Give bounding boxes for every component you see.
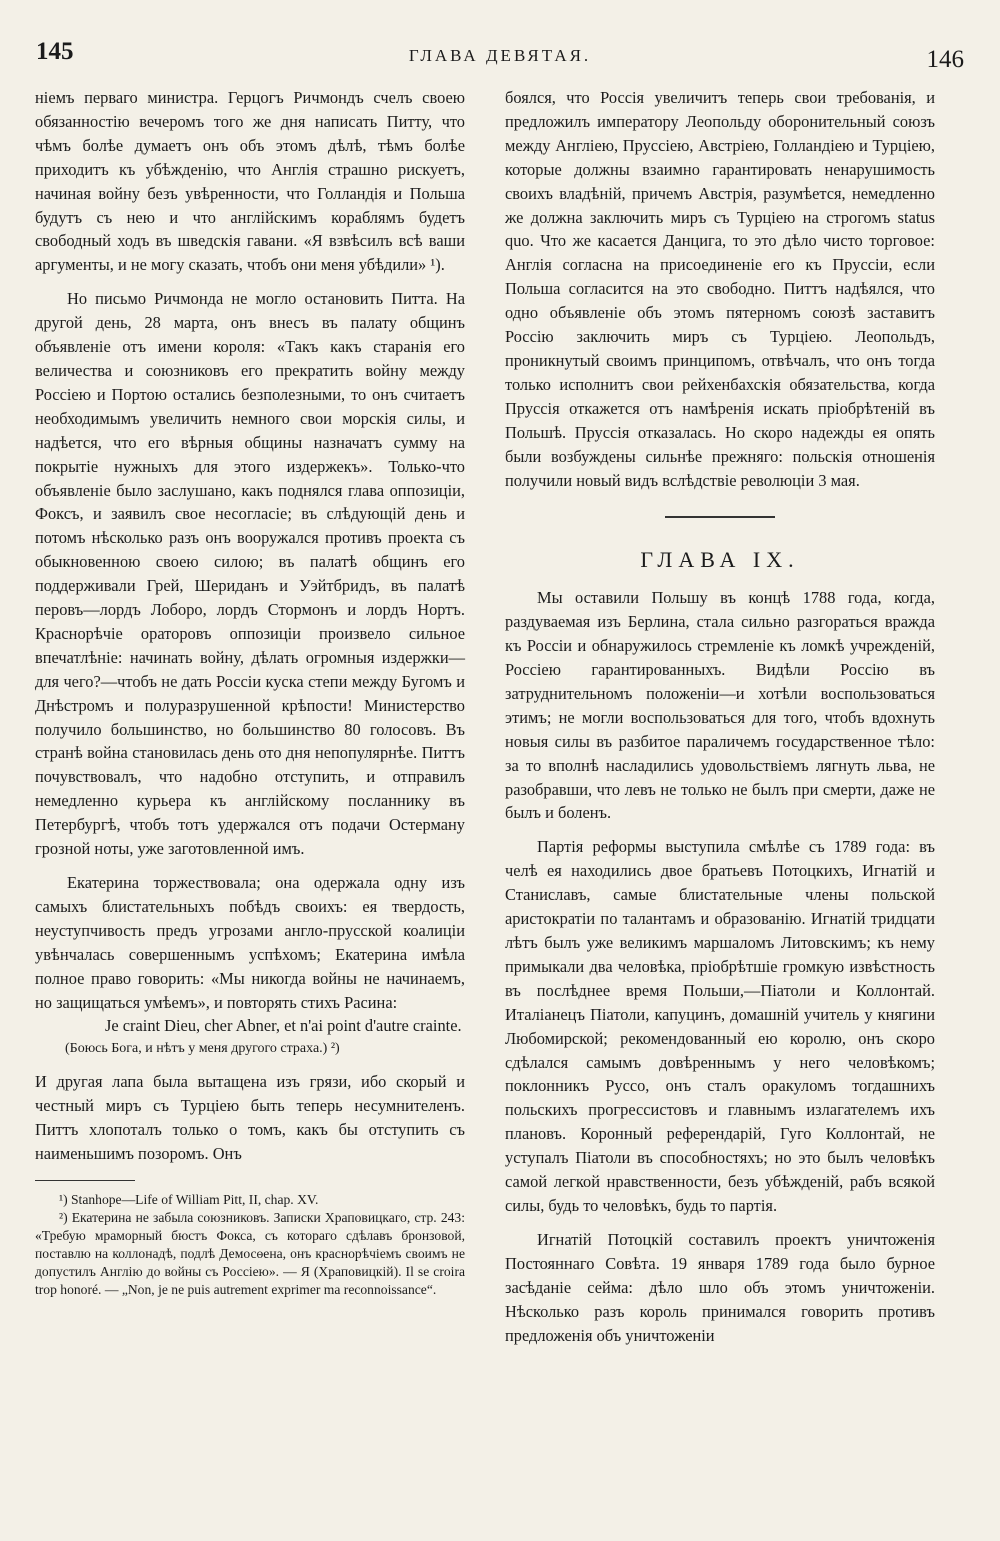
paragraph: Екатерина торжествовала; она одержала одну изъ самыхъ блистательныхъ побѣдъ своихъ: ея твердость, неуступчивость предъ угрозами англо-прусской коалиціи увѣнчалась совершеннымъ успѣхомъ; Екатерина имѣла полное право говорить: «Мы никогда войны не начинаемъ, но защищаться умѣемъ», и повторять стихъ Расина: [35, 873, 465, 1012]
verse-quote [35, 1014, 465, 1060]
section-divider [665, 516, 775, 518]
paragraph: боялся, что Россія увеличитъ теперь свои требованія, и предложилъ императору Леопольду оборонительный союзъ между Англіею, Пруссіею, Австріею, Голландіею и Турціею, которые должны взаимно гарантировать ненарушимость своихъ владѣній, причемъ Австрія, разумѣется, немедленно же должна заключить миръ съ Турціею на строгомъ status quo. Что же касается Данцига, то это дѣло чисто торговое: Англія согласна на присоединеніе его къ Пруссіи, если Польша согласится на это свободно. Питтъ надѣялся, что одно объявленіе объ этомъ пятерномъ союзѣ заставитъ Россію заключить миръ съ Турціею. Леопольдъ, проникнутый своимъ принципомъ, отвѣчалъ, что онъ тогда только исполнитъ свои рейхенбахскія обязательства, когда Пруссія откажется отъ намѣренія искать пріобрѣтеній въ Польшѣ. Пруссія отказалась. Но скоро надежды ея опять были возбуждены сильнѣе прежняго: польскія отношенія получили новый видъ вслѣдствіе революціи 3 мая. [505, 88, 935, 490]
quote-french: Je craint Dieu, cher Abner, et n'ai point d'autre crainte. [105, 1016, 462, 1036]
left-column [35, 86, 465, 1299]
chapter-heading: ГЛАВА IX. [640, 547, 800, 573]
running-title: ГЛАВА ДЕВЯТАЯ. [408, 46, 592, 65]
footnote: ¹) Stanhope—Life of William Pitt, II, chap. XV. [59, 1192, 319, 1208]
paragraph: Мы оставили Польшу въ концѣ 1788 года, когда, раздуваемая изъ Берлина, стала сильно разгораться вражда къ Россіи и обнаружилось стремленіе къ ломкѣ учрежденій, Россіею гарантированныхъ. Видѣли Россію въ затруднительномъ положеніи—и хотѣли воспользоваться этимъ; не могли воспользоваться для того, чтобъ вдохнуть новыя силы въ разбитое параличемъ государственное тѣло: за то вполнѣ насладились удовольствіемъ лягнуть льва, не разобравши, что левъ не только не былъ при смерти, даже не былъ и боленъ. [505, 588, 935, 823]
paragraph: Партія реформы выступила смѣлѣе съ 1789 года: въ челѣ ея находились двое братьевъ Потоцкихъ, Игнатій и Станиславъ, самые блистательные члены польской аристократіи по талантамъ и образованію. Игнатій тридцати лѣтъ былъ уже великимъ маршаломъ Литовскимъ; къ нему примыкали два человѣка, пріобрѣтшіе громкую извѣстность въ послѣднее время Польши,—Піатоли и Коллонтай. Италіанецъ Піатоли, капуцинъ, домашній учитель у княгини Любомирской; рекомендованный ею королю, онъ скоро сдѣлался самымъ довѣреннымъ у него человѣкомъ; поклонникъ Руссо, онъ сталъ оракуломъ тогдашнихъ польскихъ прогрессистовъ и главнымъ излагателемъ ихъ плановъ. Коронный референдарій, Гуго Коллонтай, не уступалъ Піатоли въ способностяхъ; но это былъ человѣкъ самой легкой нравственности, безъ убѣжденій, рабъ всякой силы, будь то человѣкъ, будь то партія. [505, 837, 935, 1215]
footnote-rule [35, 1180, 135, 1181]
paragraph: И другая лапа была вытащена изъ грязи, ибо скорый и честный миръ съ Турціею быть теперь несумнителенъ. Питтъ хлопоталъ только о томъ, какъ бы отступить съ наименьшимъ позоромъ. Онъ [35, 1072, 465, 1164]
running-header [36, 38, 964, 78]
footnote: ²) Екатерина не забыла союзниковъ. Записки Храповицкаго, стр. 243: «Требую мраморный бюстъ Фокса, съ котораго сдѣлавъ бронзовой, поставлю на коллонадѣ, подлѣ Демосѳена, онъ краснорѣчіемъ своимъ не допустилъ Англію до войны съ Россіею». — Я (Храповицкій). Il se croira trop honoré. — „Non, je ne puis autrement exprimer ma reconnoissance“. [35, 1210, 465, 1298]
paragraph: Игнатій Потоцкій составилъ проектъ уничтоженія Постояннаго Совѣта. 19 января 1789 года было бурное засѣданіе сейма: дѣло шло объ этомъ уничтоженіи. Нѣсколько разъ король принимался говорить противъ предложенія объ уничтоженіи [505, 1229, 935, 1345]
quote-translation: (Боюсь Бога, и нѣтъ у меня другого страха.) ²) [65, 1041, 340, 1057]
footnotes [35, 1191, 465, 1299]
paragraph: ніемъ перваго министра. Герцогъ Ричмондъ счелъ своею обязанностію вечеромъ того же дня написать Питту, что чѣмъ болѣе думаетъ онъ объ этомъ дѣлѣ, тѣмъ болѣе приходитъ къ убѣжденію, что Англія страшно рискуетъ, начиная войну безъ увѣренности, что Голландія и Польша будутъ съ нею и что англійскимъ кораблямъ будетъ свободный ходъ въ шведскія гавани. «Я взвѣсилъ всѣ ваши аргументы, и не могу сказать, чтобъ они меня убѣдили» ¹). [35, 88, 465, 275]
paragraph: Но письмо Ричмонда не могло остановить Питта. На другой день, 28 марта, онъ внесъ въ палату общинъ объявленіе отъ имени короля: «Такъ какъ старанія его величества и союзниковъ его прекратить войну между Россіею и Портою остались безполезными, то онъ считаетъ необходимымъ увеличить немного свои морскія силы, и надѣется, что его вѣрныя общины назначатъ сумму на покрытіе нужныхъ для этого издержекъ». Только-что объявленіе было заслушано, какъ поднялся глава оппозиціи, Фоксъ, и заявилъ свое несогласіе; въ слѣдующій день и потомъ нѣсколько разъ онъ вооружался противъ проекта съ обыкновенною своею силою; въ палатѣ общинъ его поддерживали Грей, Шериданъ и Уэйтбридъ, въ палатѣ перовъ—лордъ Лоборо, лордъ Стормонъ и лордъ Нортъ. Краснорѣчіе ораторовъ оппозиціи произвело сильное впечатлѣніе: начинать войну, дѣлать огромныя издержки—для чего?—чтобъ не дать Россіи куска степи между Бугомъ и Днѣстромъ и полуразрушенной крѣпости! Министерство получило большинство, но большинство 80 голосовъ. Въ странѣ война становилась день ото дня непопулярнѣе. Питтъ почувствовалъ, что надобно отступить, и отправилъ немедленно курьера къ англійскому посланнику въ Петербургѣ, чтобъ тотъ удержался отъ подачи Остерману грозной ноты, уже заготовленной имъ. [35, 289, 465, 859]
page-number-left: 145 [36, 38, 74, 65]
page-number-right: 146 [926, 46, 964, 73]
right-column [505, 86, 935, 1347]
